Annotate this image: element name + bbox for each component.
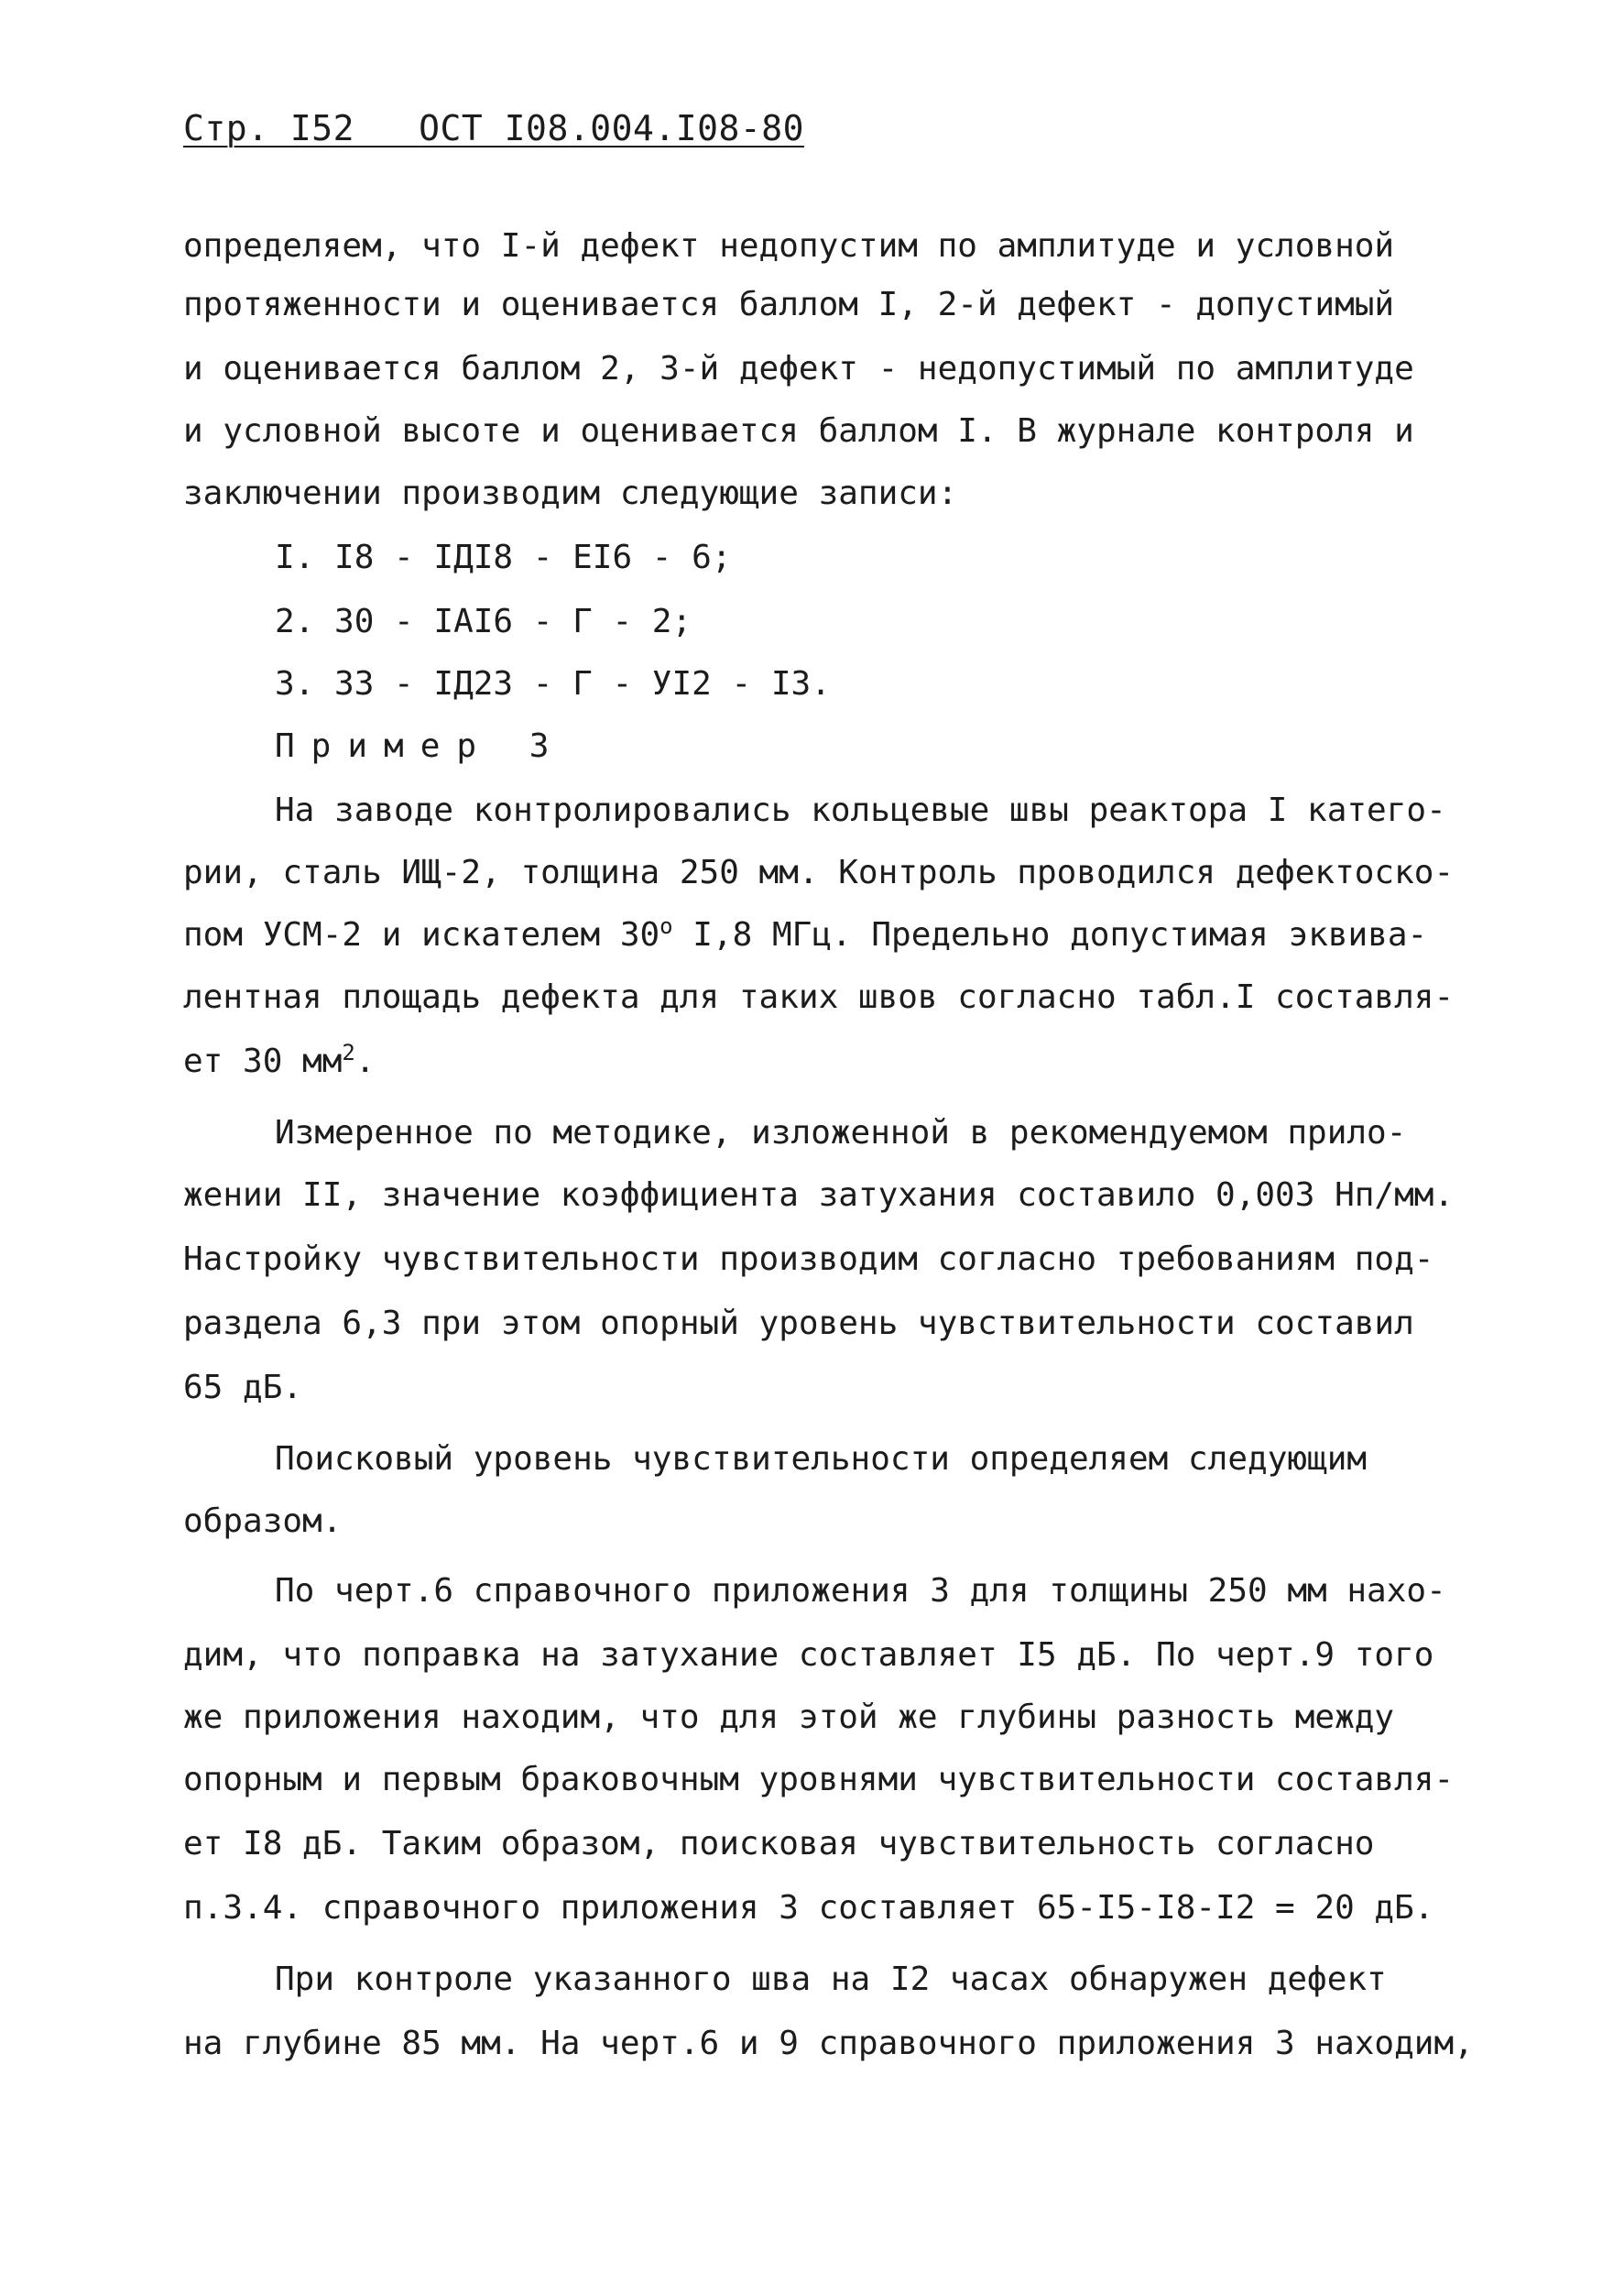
text-line: жении II, значение коэффициента затухания составило 0,003 Нп/мм. bbox=[183, 1176, 1455, 1214]
text-line: ет I8 дБ. Таким образом, поисковая чувствительность согласно bbox=[183, 1825, 1375, 1862]
text-line: опорным и первым браковочным уровнями чувствительности составля- bbox=[183, 1761, 1455, 1798]
record-entry-3: 3. 33 - IД23 - Г - УI2 - I3. bbox=[275, 665, 831, 703]
text-line: 65 дБ. bbox=[183, 1369, 303, 1406]
text-line: заключении производим следующие записи: bbox=[183, 475, 958, 512]
text-line bbox=[183, 913, 1428, 954]
record-entry-1: I. I8 - IДI8 - EI6 - 6; bbox=[275, 539, 732, 576]
text-line: При контроле указанного шва на I2 часах обнаружен дефект bbox=[275, 1961, 1387, 1998]
text-line: определяем, что I-й дефект недопустим по амплитуде и условной bbox=[183, 227, 1395, 265]
text-segment: пом УСМ-2 и искателем 30 bbox=[183, 916, 660, 954]
text-line: На заводе контролировались кольцевые швы реактора I катего- bbox=[275, 792, 1446, 829]
text-line: и оценивается баллом 2, 3-й дефект - недопустимый по амплитуде bbox=[183, 350, 1414, 388]
text-line: рии, сталь ИЩ-2, толщина 250 мм. Контроль проводился дефектоско- bbox=[183, 854, 1455, 891]
text-line: Измеренное по методике, изложенной в рекомендуемом прило- bbox=[275, 1114, 1407, 1152]
text-line: и условной высоте и оценивается баллом I. В журнале контроля и bbox=[183, 412, 1414, 450]
page-number: Стр. I52 bbox=[183, 108, 355, 148]
text-segment: . bbox=[354, 1043, 376, 1080]
text-line: на глубине 85 мм. На черт.6 и 9 справочного приложения 3 находим, bbox=[183, 2025, 1474, 2062]
text-line: дим, что поправка на затухание составляет I5 дБ. По черт.9 того bbox=[183, 1636, 1434, 1674]
standard-number: ОСТ I08.004.I08-80 bbox=[419, 108, 804, 148]
text-segment: I,8 МГц. Предельно допустимая эквива- bbox=[672, 916, 1428, 954]
text-line bbox=[183, 1040, 376, 1080]
text-line: По черт.6 справочного приложения 3 для толщины 250 мм нахо- bbox=[275, 1572, 1446, 1610]
text-line: образом. bbox=[183, 1502, 343, 1540]
text-line: Настройку чувствительности производим согласно требованиям под- bbox=[183, 1240, 1434, 1278]
text-line: протяженности и оценивается баллом I, 2-й дефект - допустимый bbox=[183, 286, 1395, 323]
text-segment: ет 30 мм bbox=[183, 1043, 343, 1080]
text-line: же приложения находим, что для этой же глубины разность между bbox=[183, 1699, 1395, 1736]
text-line: лентная площадь дефекта для таких швов согласно табл.I составля- bbox=[183, 978, 1455, 1016]
square-superscript: 2 bbox=[342, 1040, 355, 1065]
degree-superscript: o bbox=[659, 913, 673, 939]
text-line: Поисковый уровень чувствительности определяем следующим bbox=[275, 1440, 1368, 1478]
text-line: п.3.4. справочного приложения 3 составляет 65-I5-I8-I2 = 20 дБ. bbox=[183, 1889, 1434, 1927]
record-entry-2: 2. 30 - IAI6 - Г - 2; bbox=[275, 603, 692, 640]
page-header bbox=[183, 108, 804, 148]
text-line: раздела 6,3 при этом опорный уровень чувствительности составил bbox=[183, 1305, 1414, 1342]
example-heading: Пример 3 bbox=[275, 727, 566, 765]
